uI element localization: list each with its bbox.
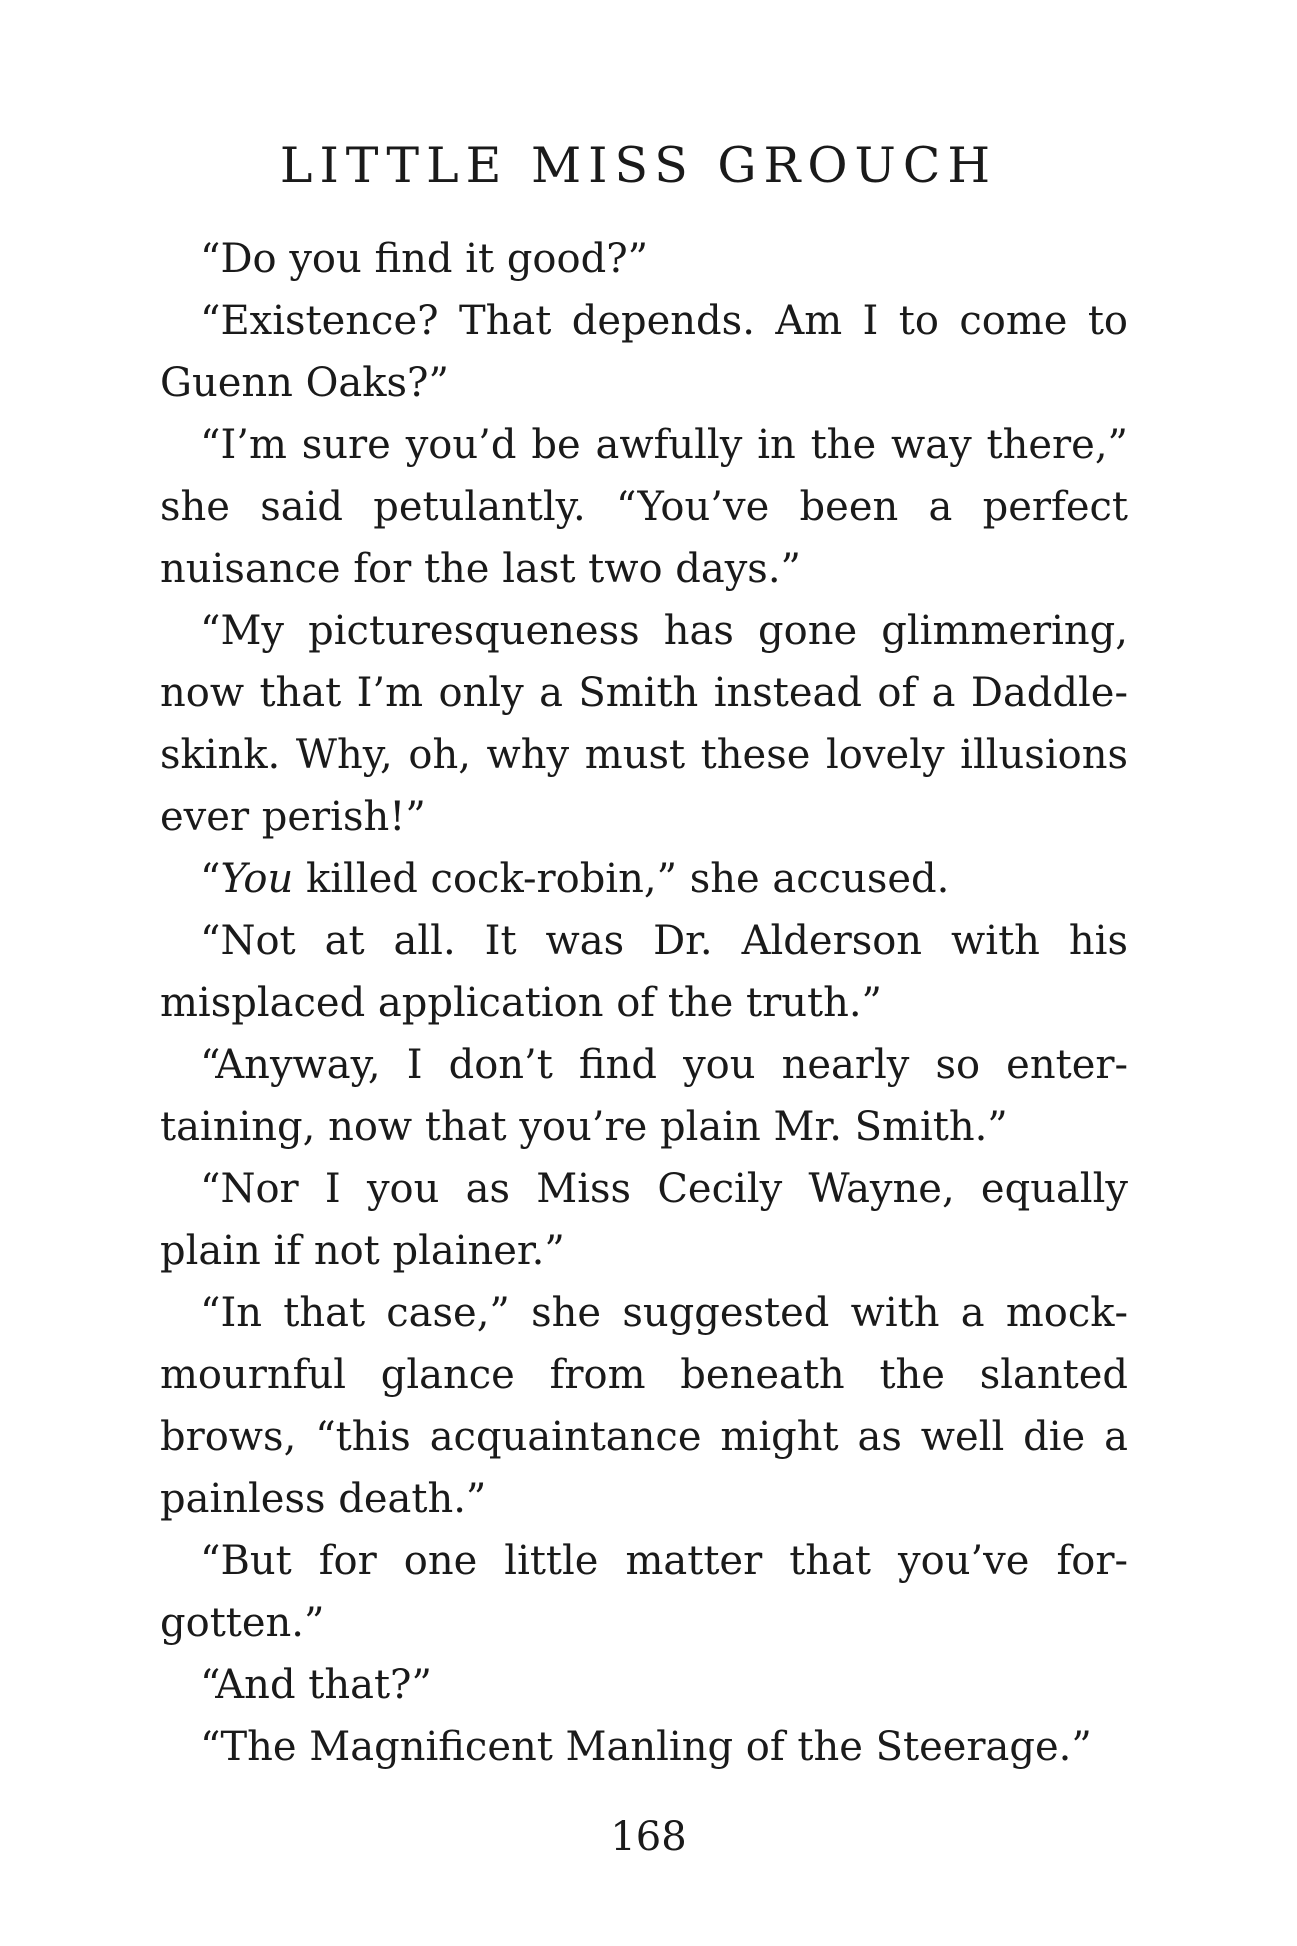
paragraph: “But for one little matter that you’ve forgotten.” (160, 1538, 1128, 1646)
paragraph: “The Magnificent Manling of the Steerage.” (200, 1724, 1092, 1770)
paragraph: “Existence? That depends. Am I to come to Guenn Oaks?” (160, 298, 1128, 406)
open-quote: “ (200, 856, 221, 902)
paragraph: “In that case,” she suggested with a mockmournful glance from beneath the slanted brows, “this acquaintance might as well die a painless death.” (160, 1290, 1128, 1522)
paragraph: “And that?” (200, 1662, 432, 1708)
paragraph: “I’m sure you’d be awfully in the way there,” she said petulantly. “You’ve been a perfect nuisance for the last two days.” (160, 422, 1128, 592)
paragraph: “Do you find it good?” (200, 236, 649, 282)
page-number: 168 (610, 1814, 687, 1860)
paragraph-rest: killed cock-robin,” she accused. (293, 856, 950, 902)
paragraph: “My picturesqueness has gone glimmering, now that I’m only a Smith instead of a Daddleskink. Why, oh, why must these lovely illusions ever perish!” (160, 608, 1128, 840)
paragraph: “Nor I you as Miss Cecily Wayne, equally plain if not plainer.” (160, 1166, 1128, 1274)
paragraph: “Anyway, I don’t find you nearly so entertaining, now that you’re plain Mr. Smith.” (160, 1042, 1128, 1150)
paragraph-with-emphasis (160, 848, 1128, 910)
body-text (160, 228, 1128, 1778)
running-title: LITTLE MISS GROUCH (279, 137, 998, 194)
emphasized-word: You (220, 856, 294, 902)
paragraph: “Not at all. It was Dr. Alderson with his misplaced application of the truth.” (160, 918, 1128, 1026)
